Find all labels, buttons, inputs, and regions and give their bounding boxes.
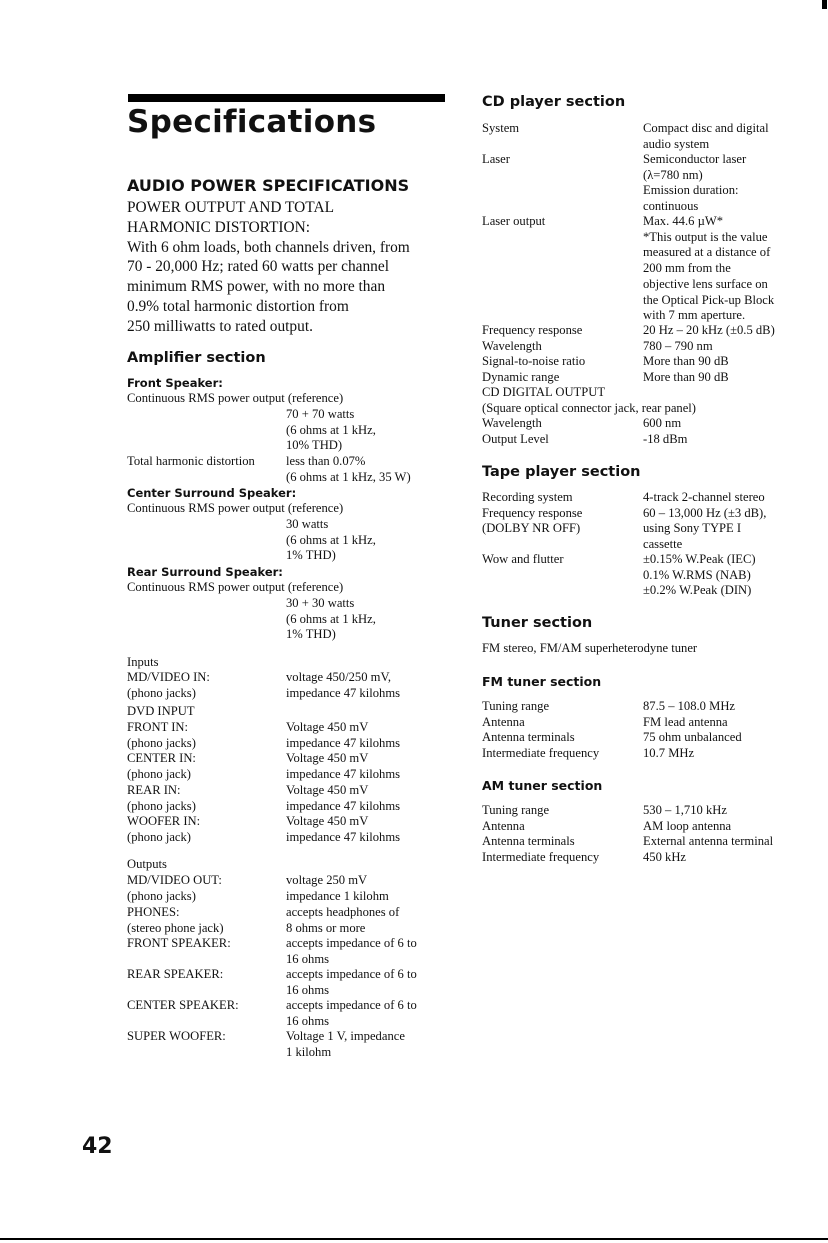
value-line: measured at a distance of (643, 245, 771, 260)
value-line: using Sony TYPE I (643, 521, 742, 536)
label-line: PHONES: (127, 905, 180, 919)
input-label: DVD INPUT (127, 704, 195, 718)
value-line: less than 0.07% (286, 454, 366, 468)
cd-spec-label: Laser output (482, 214, 546, 228)
label-line: Antenna terminals (482, 730, 575, 745)
input-value (286, 720, 400, 846)
value-line: continuous (643, 199, 699, 214)
center-speaker-heading: Center Surround Speaker: (127, 486, 297, 500)
front-speaker-heading: Front Speaker: (127, 376, 223, 390)
value-line: Semiconductor laser (643, 152, 747, 166)
audio-power-line: POWER OUTPUT AND TOTAL (127, 199, 334, 216)
value-line: 1 kilohm (286, 1044, 332, 1059)
value-line: impedance 47 kilohms (286, 735, 401, 750)
value-line: 450 kHz (643, 850, 687, 865)
tuner-section-heading: Tuner section (482, 615, 593, 631)
value-line: 1% THD) (286, 627, 336, 642)
cd-spec-label: System (482, 121, 520, 135)
fm-tuner-heading: FM tuner section (482, 674, 602, 689)
label-line: (phono jack) (127, 767, 191, 782)
value-line: 4-track 2-channel stereo (643, 490, 765, 504)
output-value (286, 873, 389, 904)
value-line: 20 Hz – 20 kHz (±0.5 dB) (643, 323, 775, 337)
value-line: accepts impedance of 6 to (286, 998, 417, 1012)
cd-spec-label: Laser (482, 152, 510, 166)
value-line: External antenna terminal (643, 834, 774, 849)
value-line: 8 ohms or more (286, 920, 366, 935)
value-line: impedance 47 kilohms (286, 767, 401, 782)
label-line: (phono jacks) (127, 735, 196, 750)
page-number: 42 (82, 1134, 113, 1159)
am-spec-label (482, 803, 599, 866)
output-value (286, 936, 417, 967)
value-line: 16 ohms (286, 982, 330, 997)
value-line: (6 ohms at 1 kHz, (286, 611, 376, 626)
value-line: Voltage 450 mV (286, 814, 369, 829)
value-line: 600 nm (643, 416, 682, 430)
label-line: (phono jacks) (127, 888, 196, 903)
output-label: SUPER WOOFER: (127, 1029, 226, 1043)
output-value (286, 967, 417, 998)
value-line: 0.1% W.RMS (NAB) (643, 567, 751, 582)
thd-value (286, 454, 411, 485)
value-line: 70 + 70 watts (286, 407, 355, 421)
value-line: 200 mm from the (643, 261, 731, 276)
value-line: *This output is the value (643, 229, 768, 244)
value-line: More than 90 dB (643, 370, 729, 385)
value-line: 780 – 790 nm (643, 338, 713, 353)
value-line: impedance 47 kilohms (286, 829, 401, 844)
center-rms-label: Continuous RMS power output (reference) (127, 501, 344, 515)
label-line: (DOLBY NR OFF) (482, 521, 581, 536)
audio-power-line: HARMONIC DISTORTION: (127, 218, 311, 236)
value-line: 1% THD) (286, 548, 336, 563)
value-line: 530 – 1,710 kHz (643, 803, 727, 817)
value-line: objective lens surface on (643, 276, 768, 291)
value-line: 30 watts (286, 517, 329, 531)
audio-power-paragraph (127, 198, 457, 337)
value-line: (6 ohms at 1 kHz, (286, 422, 376, 437)
tape-spec-label: Wow and flutter (482, 552, 564, 566)
label-line: Wavelength (482, 416, 542, 430)
label-line: Signal-to-noise ratio (482, 354, 586, 369)
value-line: impedance 47 kilohms (286, 685, 401, 700)
value-line: More than 90 dB (643, 354, 729, 369)
value-line: impedance 47 kilohms (286, 798, 401, 813)
tape-spec-label (482, 490, 582, 537)
value-line: accepts headphones of (286, 905, 400, 919)
label-line: Antenna (482, 818, 525, 833)
label-line: Tuning range (482, 803, 550, 817)
front-rms-value (286, 407, 376, 454)
value-line: ±0.2% W.Peak (DIN) (643, 583, 752, 598)
audio-power-line: With 6 ohm loads, both channels driven, from (127, 238, 410, 256)
value-line: 87.5 – 108.0 MHz (643, 699, 735, 713)
label-line: WOOFER IN: (127, 814, 201, 829)
label-line: Output Level (482, 431, 549, 446)
value-line: (6 ohms at 1 kHz, 35 W) (286, 469, 411, 484)
value-line: 16 ohms (286, 1013, 330, 1028)
output-value (286, 905, 399, 936)
value-line: AM loop antenna (643, 818, 732, 833)
output-value (286, 1029, 405, 1060)
value-line: cassette (643, 537, 683, 552)
value-line: the Optical Pick-up Block (643, 292, 775, 307)
label-line: Tuning range (482, 699, 550, 713)
label-line: Antenna terminals (482, 834, 575, 849)
value-line: FM lead antenna (643, 714, 728, 729)
output-label (127, 905, 224, 936)
cd-spec-value (643, 152, 746, 215)
value-line: Emission duration: (643, 183, 739, 198)
output-label: FRONT SPEAKER: (127, 936, 231, 950)
value-line: 30 + 30 watts (286, 596, 355, 610)
label-line: MD/VIDEO OUT: (127, 873, 222, 887)
input-value (286, 670, 400, 701)
fm-spec-label (482, 699, 599, 762)
input-label (127, 670, 210, 701)
output-label (127, 873, 222, 904)
value-line: accepts impedance of 6 to (286, 967, 417, 981)
value-line: Max. 44.6 µW* (643, 214, 724, 228)
page-bottom-rule (0, 1238, 828, 1240)
corner-mark (822, 0, 827, 9)
value-line: 16 ohms (286, 951, 330, 966)
fm-spec-value (643, 699, 742, 762)
value-line: (λ=780 nm) (643, 167, 703, 182)
value-line: Voltage 450 mV (286, 720, 369, 734)
outputs-label: Outputs (127, 857, 167, 871)
input-label (127, 720, 200, 846)
inputs-label: Inputs (127, 655, 159, 669)
rear-rms-value (286, 596, 376, 643)
label-line: Antenna (482, 714, 525, 729)
value-line: impedance 1 kilohm (286, 888, 389, 903)
value-line: Voltage 1 V, impedance (286, 1029, 405, 1043)
output-label: CENTER SPEAKER: (127, 998, 239, 1012)
cd-connector: (Square optical connector jack, rear panel) (482, 401, 696, 415)
label-line: Wavelength (482, 338, 542, 353)
front-rms-label: Continuous RMS power output (reference) (127, 391, 344, 405)
label-line: MD/VIDEO IN: (127, 670, 210, 684)
label-line: Frequency response (482, 505, 583, 520)
label-line: FRONT IN: (127, 720, 188, 734)
tape-section-heading: Tape player section (482, 464, 641, 480)
value-line: 75 ohm unbalanced (643, 730, 742, 745)
audio-power-line: 70 - 20,000 Hz; rated 60 watts per channel (127, 258, 389, 276)
title-rule (128, 94, 445, 102)
am-tuner-heading: AM tuner section (482, 778, 603, 793)
cd-spec-value (643, 323, 775, 386)
value-line: accepts impedance of 6 to (286, 936, 417, 950)
label-line: (phono jack) (127, 829, 191, 844)
label-line: Intermediate frequency (482, 850, 600, 865)
cd-spec-value (643, 121, 769, 152)
cd-spec-label (482, 323, 585, 386)
output-label: REAR SPEAKER: (127, 967, 224, 981)
value-line: voltage 250 mV (286, 873, 368, 887)
rear-rms-label: Continuous RMS power output (reference) (127, 580, 344, 594)
cd-spec-value (643, 214, 774, 324)
label-line: (phono jacks) (127, 685, 196, 700)
cd-digital-value (643, 416, 687, 447)
tuner-description: FM stereo, FM/AM superheterodyne tuner (482, 641, 698, 655)
label-line: (phono jacks) (127, 798, 196, 813)
am-spec-value (643, 803, 773, 866)
value-line: 60 – 13,000 Hz (±3 dB), (643, 505, 767, 520)
amplifier-section-heading: Amplifier section (127, 350, 266, 366)
rear-speaker-heading: Rear Surround Speaker: (127, 565, 283, 579)
thd-label: Total harmonic distortion (127, 454, 255, 468)
cd-digital-label (482, 416, 549, 447)
audio-power-heading: AUDIO POWER SPECIFICATIONS (127, 176, 410, 195)
value-line: 10% THD) (286, 438, 343, 453)
value-line: -18 dBm (643, 431, 688, 446)
value-line: 10.7 MHz (643, 746, 695, 761)
audio-power-line: 250 milliwatts to rated output. (127, 317, 313, 335)
audio-power-line: 0.9% total harmonic distortion from (127, 297, 349, 315)
label-line: (stereo phone jack) (127, 920, 224, 935)
value-line: Compact disc and digital (643, 121, 769, 135)
value-line: with 7 mm aperture. (643, 308, 746, 323)
tape-spec-value (643, 490, 766, 553)
label-line: Intermediate frequency (482, 746, 600, 761)
audio-power-line: minimum RMS power, with no more than (127, 278, 386, 296)
page-title: Specifications (127, 104, 377, 140)
cd-digital-output: CD DIGITAL OUTPUT (482, 385, 606, 399)
label-line: Recording system (482, 490, 573, 504)
label-line: Frequency response (482, 323, 583, 337)
label-line: REAR IN: (127, 782, 181, 797)
label-line: CENTER IN: (127, 751, 196, 766)
center-rms-value (286, 517, 376, 564)
value-line: ±0.15% W.Peak (IEC) (643, 552, 756, 566)
tape-spec-value (643, 552, 756, 599)
value-line: Voltage 450 mV (286, 782, 369, 797)
value-line: Voltage 450 mV (286, 751, 369, 766)
cd-section-heading: CD player section (482, 94, 626, 110)
value-line: audio system (643, 136, 710, 151)
output-value (286, 998, 417, 1029)
value-line: (6 ohms at 1 kHz, (286, 532, 376, 547)
value-line: voltage 450/250 mV, (286, 670, 392, 684)
label-line: Dynamic range (482, 370, 560, 385)
